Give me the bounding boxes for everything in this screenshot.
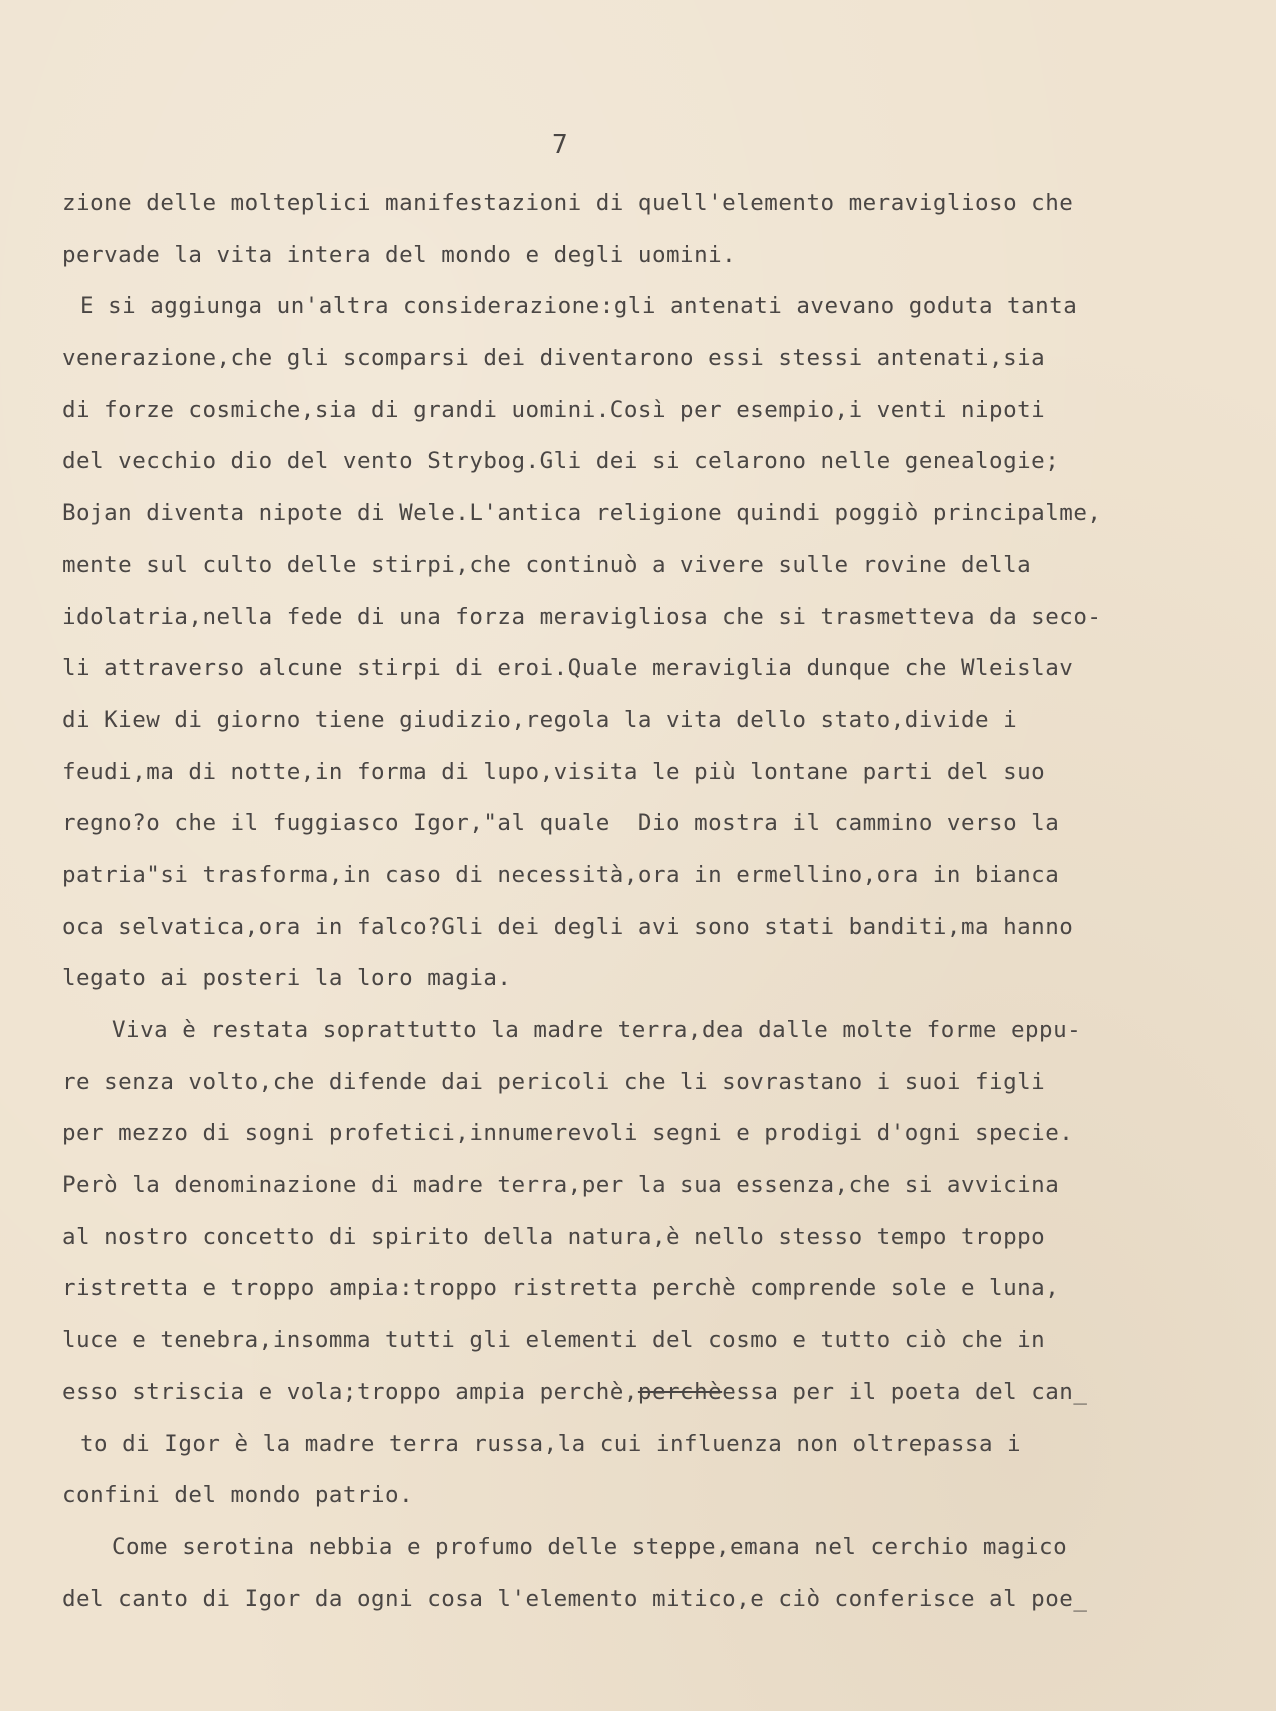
text-line: confini del mondo patrio.	[62, 1482, 414, 1509]
text-line: li attraverso alcune stirpi di eroi.Quale meraviglia dunque che Wleislav	[62, 655, 1074, 682]
text-line: Come serotina nebbia e profumo delle steppe,emana nel cerchio magico	[112, 1533, 1068, 1560]
text-line: legato ai posteri la loro magia.	[62, 965, 512, 992]
text-line: pervade la vita intera del mondo e degli uomini.	[62, 241, 737, 268]
text-line: zione delle molteplici manifestazioni di quell'elemento meraviglioso che	[62, 190, 1074, 216]
text-fragment: esso striscia e vola;troppo ampia perchè,	[62, 1378, 638, 1405]
text-line: Però la denominazione di madre terra,per la sua essenza,che si avvicina	[62, 1172, 1060, 1199]
text-fragment: essa per il poeta del can_	[722, 1378, 1088, 1405]
text-line: ristretta e troppo ampia:troppo ristretta perchè comprende sole e luna,	[62, 1275, 1060, 1302]
text-line: venerazione,che gli scomparsi dei diventarono essi stessi antenati,sia	[62, 345, 1046, 372]
text-line: al nostro concetto di spirito della natura,è nello stesso tempo troppo	[62, 1223, 1046, 1250]
text-line: to di Igor è la madre terra russa,la cui influenza non oltrepassa i	[80, 1430, 1022, 1457]
text-line: E si aggiunga un'altra considerazione:gli antenati avevano goduta tanta	[80, 293, 1078, 320]
text-line: oca selvatica,ora in falco?Gli dei degli avi sono stati banditi,ma hanno	[62, 913, 1074, 940]
page-number: 7	[552, 130, 568, 160]
text-line-with-strikeout	[60, 1367, 1230, 1419]
text-line: mente sul culto delle stirpi,che continuò a vivere sulle rovine della	[62, 551, 1032, 578]
text-line: Viva è restata soprattutto la madre terra,dea dalle molte forme eppu-	[112, 1017, 1082, 1043]
text-line: idolatria,nella fede di una forza meravigliosa che si trasmetteva da seco-	[62, 603, 1102, 630]
body-text	[60, 178, 1230, 1625]
text-line: patria"si trasforma,in caso di necessità,ora in ermellino,ora in bianca	[62, 861, 1060, 888]
text-line: luce e tenebra,insomma tutti gli elementi del cosmo e tutto ciò che in	[62, 1327, 1046, 1354]
text-line: re senza volto,che difende dai pericoli che li sovrastano i suoi figli	[62, 1068, 1046, 1095]
text-line: per mezzo di sogni profetici,innumerevoli segni e prodigi d'ogni specie.	[62, 1120, 1074, 1147]
text-line: di Kiew di giorno tiene giudizio,regola la vita dello stato,divide i	[62, 706, 1018, 733]
struck-word: perchè	[637, 1378, 723, 1405]
text-line: di forze cosmiche,sia di grandi uomini.Così per esempio,i venti nipoti	[62, 396, 1046, 423]
text-line: Bojan diventa nipote di Wele.L'antica religione quindi poggiò principalme,	[62, 500, 1102, 527]
text-line: del canto di Igor da ogni cosa l'elemento mitico,e ciò conferisce al poe_	[62, 1585, 1088, 1612]
text-line: feudi,ma di notte,in forma di lupo,visita le più lontane parti del suo	[62, 758, 1046, 785]
text-line: del vecchio dio del vento Strybog.Gli dei si celarono nelle genealogie;	[62, 448, 1060, 475]
text-line: regno?o che il fuggiasco Igor,"al quale Dio mostra il cammino verso la	[62, 810, 1060, 837]
